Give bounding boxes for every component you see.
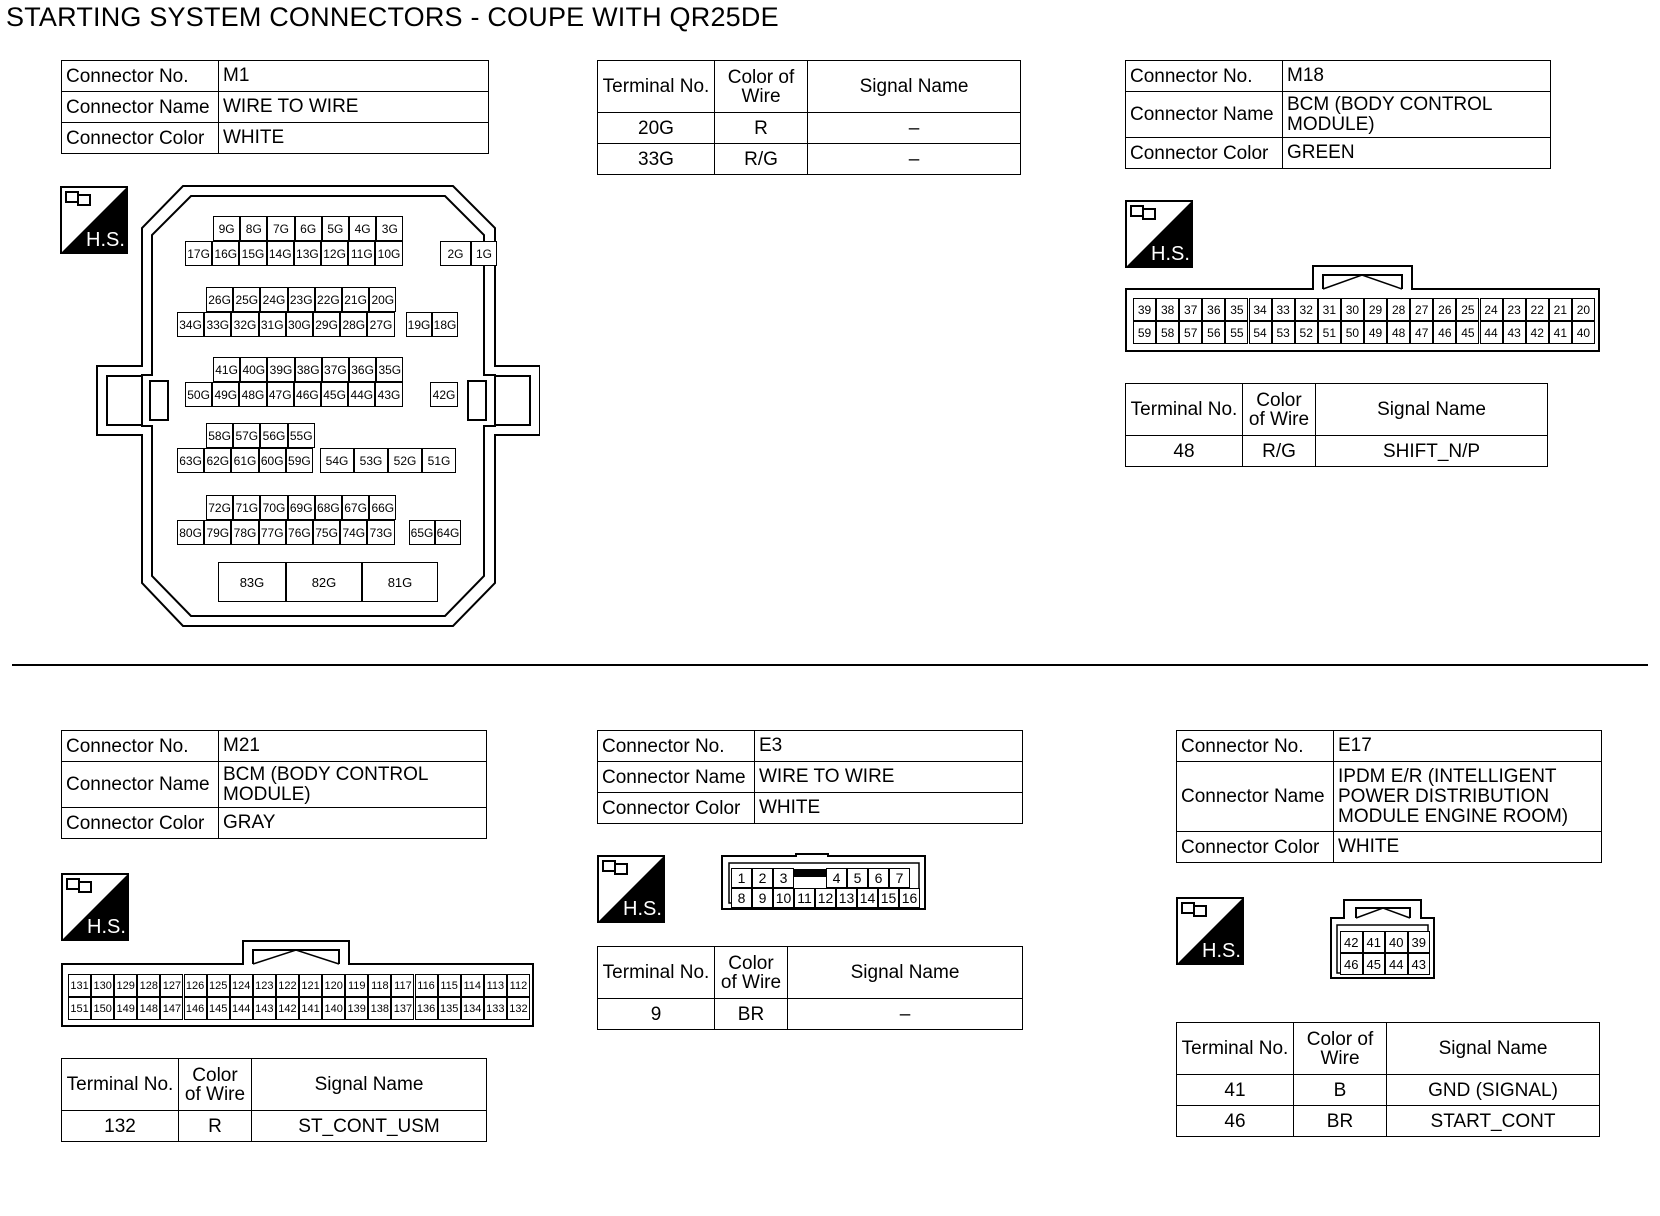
cavity-17G: 17G: [185, 241, 212, 266]
cavity-5G: 5G: [322, 216, 349, 241]
cavity-36: 36: [1202, 298, 1225, 321]
m18-info-table: [1125, 60, 1551, 169]
cavity-2G: 2G: [440, 241, 471, 266]
hs-label: H.S.: [87, 916, 126, 938]
cavity-59: 59: [1133, 321, 1156, 344]
cavity-55: 55: [1225, 321, 1248, 344]
harness-side-icon: [61, 873, 129, 941]
label-color-of-wire: Color of Wire: [179, 1059, 252, 1111]
label-color-of-wire: Color of Wire: [715, 947, 788, 999]
cavity-123: 123: [253, 974, 276, 997]
hs-label: H.S.: [86, 229, 125, 251]
cavity-79G: 79G: [204, 520, 231, 545]
label-connector-color: Connector Color: [62, 808, 219, 839]
cavity-140: 140: [322, 997, 345, 1020]
cavity-72G: 72G: [206, 495, 233, 520]
cavity-13G: 13G: [294, 241, 321, 266]
m21-terminal-table: [61, 1058, 487, 1142]
cavity-32G: 32G: [231, 312, 258, 337]
cavity-14: 14: [857, 888, 878, 908]
cavity-149: 149: [114, 997, 137, 1020]
cavity-144: 144: [230, 997, 253, 1020]
cavity-54: 54: [1249, 321, 1272, 344]
wire-color: R: [179, 1111, 252, 1142]
cavity-51G: 51G: [422, 448, 456, 473]
cavity-75G: 75G: [313, 520, 340, 545]
cavity-40: 40: [1385, 931, 1408, 953]
terminal-no: 33G: [598, 144, 715, 175]
cavity-143: 143: [253, 997, 276, 1020]
wire-color: BR: [1294, 1106, 1387, 1137]
cavity-127: 127: [160, 974, 183, 997]
cavity-14G: 14G: [267, 241, 294, 266]
label-connector-color: Connector Color: [1126, 138, 1283, 169]
cavity-16G: 16G: [212, 241, 239, 266]
cavity-71G: 71G: [233, 495, 260, 520]
label-connector-no: Connector No.: [62, 61, 219, 92]
cavity-35G: 35G: [376, 357, 403, 382]
e3-terminal-table: [597, 946, 1023, 1030]
cavity-5: 5: [847, 868, 868, 888]
cavity-10G: 10G: [375, 241, 402, 266]
label-connector-color: Connector Color: [598, 793, 755, 824]
cavity-124: 124: [230, 974, 253, 997]
section-divider: [12, 664, 1648, 666]
cavity-37G: 37G: [322, 357, 349, 382]
label-terminal-no: Terminal No.: [1126, 384, 1243, 436]
label-connector-name: Connector Name: [62, 762, 219, 808]
cavity-55G: 55G: [288, 423, 315, 448]
signal-name: ST_CONT_USM: [252, 1111, 487, 1142]
e3-connector-color: WHITE: [755, 793, 1023, 824]
label-terminal-no: Terminal No.: [598, 947, 715, 999]
wire-color: B: [1294, 1075, 1387, 1106]
label-color-of-wire: Color of Wire: [1243, 384, 1316, 436]
cavity-27G: 27G: [367, 312, 394, 337]
cavity-65G: 65G: [409, 520, 435, 545]
e17-connector-color: WHITE: [1334, 832, 1602, 863]
cavity-25G: 25G: [233, 287, 260, 312]
label-terminal-no: Terminal No.: [62, 1059, 179, 1111]
cavity-33: 33: [1272, 298, 1295, 321]
harness-side-icon: [1125, 200, 1193, 268]
cavity-23G: 23G: [288, 287, 315, 312]
label-signal-name: Signal Name: [808, 61, 1021, 113]
m21-info-table: [61, 730, 487, 839]
terminal-no: 132: [62, 1111, 179, 1142]
cavity-15G: 15G: [239, 241, 266, 266]
cavity-23: 23: [1503, 298, 1526, 321]
cavity-82G: 82G: [286, 562, 362, 602]
cavity-133: 133: [484, 997, 507, 1020]
label-connector-no: Connector No.: [62, 731, 219, 762]
cavity-50G: 50G: [185, 382, 212, 407]
cavity-8G: 8G: [240, 216, 267, 241]
cavity-26: 26: [1433, 298, 1456, 321]
cavity-1: 1: [731, 868, 752, 888]
harness-side-icon: [1176, 897, 1244, 965]
label-connector-name: Connector Name: [598, 762, 755, 793]
cavity-2: 2: [752, 868, 773, 888]
m1-connector-no: M1: [219, 61, 489, 92]
cavity-74G: 74G: [340, 520, 367, 545]
m18-terminal-table: [1125, 383, 1548, 467]
m18-connector-name: BCM (BODY CONTROL MODULE): [1283, 92, 1551, 138]
cavity-145: 145: [207, 997, 230, 1020]
cavity-52G: 52G: [388, 448, 422, 473]
cavity-57G: 57G: [233, 423, 260, 448]
label-connector-color: Connector Color: [62, 123, 219, 154]
label-color-of-wire: Color of Wire: [1294, 1023, 1387, 1075]
cavity-29: 29: [1364, 298, 1387, 321]
cavity-58: 58: [1156, 321, 1179, 344]
cavity-49G: 49G: [212, 382, 239, 407]
m1-terminal-table: [597, 60, 1021, 175]
cavity-49: 49: [1364, 321, 1387, 344]
cavity-53: 53: [1272, 321, 1295, 344]
signal-name: –: [788, 999, 1023, 1030]
label-connector-name: Connector Name: [1126, 92, 1283, 138]
terminal-no: 9: [598, 999, 715, 1030]
e17-info-table: [1176, 730, 1602, 863]
cavity-138: 138: [368, 997, 391, 1020]
cavity-12G: 12G: [321, 241, 348, 266]
cavity-24: 24: [1480, 298, 1503, 321]
cavity-130: 130: [91, 974, 114, 997]
cavity-136: 136: [415, 997, 438, 1020]
cavity-42G: 42G: [430, 382, 458, 407]
cavity-46: 46: [1433, 321, 1456, 344]
cavity-40: 40: [1572, 321, 1595, 344]
cavity-139: 139: [345, 997, 368, 1020]
cavity-146: 146: [184, 997, 207, 1020]
cavity-44: 44: [1480, 321, 1503, 344]
cavity-36G: 36G: [349, 357, 376, 382]
cavity-16: 16: [899, 888, 920, 908]
cavity-8: 8: [731, 888, 752, 908]
cavity-30: 30: [1341, 298, 1364, 321]
cavity-148: 148: [137, 997, 160, 1020]
signal-name: START_CONT: [1387, 1106, 1600, 1137]
label-connector-color: Connector Color: [1177, 832, 1334, 863]
cavity-6G: 6G: [295, 216, 322, 241]
label-connector-no: Connector No.: [1126, 61, 1283, 92]
cavity-31: 31: [1318, 298, 1341, 321]
harness-side-icon: [597, 855, 665, 923]
cavity-25: 25: [1456, 298, 1479, 321]
cavity-7G: 7G: [267, 216, 294, 241]
cavity-46G: 46G: [294, 382, 321, 407]
cavity-54G: 54G: [320, 448, 354, 473]
cavity-39G: 39G: [267, 357, 294, 382]
cavity-27: 27: [1410, 298, 1433, 321]
e17-connector-no: E17: [1334, 731, 1602, 762]
cavity-21G: 21G: [342, 287, 369, 312]
cavity-31G: 31G: [259, 312, 286, 337]
cavity-47: 47: [1410, 321, 1433, 344]
cavity-44: 44: [1385, 953, 1408, 975]
e17-connector-name: IPDM E/R (INTELLIGENT POWER DISTRIBUTION MODULE ENGINE ROOM): [1334, 762, 1602, 832]
cavity-40G: 40G: [240, 357, 267, 382]
cavity-78G: 78G: [231, 520, 258, 545]
cavity-121: 121: [299, 974, 322, 997]
cavity-42: 42: [1340, 931, 1363, 953]
signal-name: SHIFT_N/P: [1316, 436, 1548, 467]
cavity-9: 9: [752, 888, 773, 908]
cavity-19G: 19G: [406, 312, 432, 337]
cavity-46: 46: [1340, 953, 1363, 975]
cavity-20: 20: [1572, 298, 1595, 321]
cavity-58G: 58G: [206, 423, 233, 448]
cavity-64G: 64G: [435, 520, 461, 545]
cavity-114: 114: [461, 974, 484, 997]
cavity-147: 147: [160, 997, 183, 1020]
e3-connector-name: WIRE TO WIRE: [755, 762, 1023, 793]
wire-color: R/G: [1243, 436, 1316, 467]
cavity-77G: 77G: [259, 520, 286, 545]
cavity-112: 112: [507, 974, 530, 997]
cavity-3: 3: [773, 868, 794, 888]
m18-connector-no: M18: [1283, 61, 1551, 92]
cavity-32: 32: [1295, 298, 1318, 321]
cavity-73G: 73G: [367, 520, 394, 545]
cavity-76G: 76G: [286, 520, 313, 545]
cavity-22: 22: [1526, 298, 1549, 321]
cavity-10: 10: [773, 888, 794, 908]
cavity-80G: 80G: [177, 520, 204, 545]
cavity-45: 45: [1456, 321, 1479, 344]
cavity-12: 12: [815, 888, 836, 908]
label-color-of-wire: Color of Wire: [715, 61, 808, 113]
cavity-39: 39: [1133, 298, 1156, 321]
cavity-4G: 4G: [349, 216, 376, 241]
cavity-44G: 44G: [348, 382, 375, 407]
cavity-43: 43: [1408, 953, 1431, 975]
cavity-30G: 30G: [286, 312, 313, 337]
e17-terminal-table: [1176, 1022, 1600, 1137]
label-terminal-no: Terminal No.: [598, 61, 715, 113]
cavity-18G: 18G: [432, 312, 458, 337]
cavity-11G: 11G: [348, 241, 375, 266]
cavity-117: 117: [391, 974, 414, 997]
cavity-15: 15: [878, 888, 899, 908]
cavity-134: 134: [461, 997, 484, 1020]
cavity-38G: 38G: [295, 357, 322, 382]
signal-name: GND (SIGNAL): [1387, 1075, 1600, 1106]
cavity-142: 142: [276, 997, 299, 1020]
cavity-26G: 26G: [206, 287, 233, 312]
cavity-52: 52: [1295, 321, 1318, 344]
terminal-no: 20G: [598, 113, 715, 144]
page-title: STARTING SYSTEM CONNECTORS - COUPE WITH QR25DE: [6, 2, 779, 32]
cavity-131: 131: [68, 974, 91, 997]
hs-label: H.S.: [1202, 940, 1241, 962]
label-connector-no: Connector No.: [1177, 731, 1334, 762]
label-signal-name: Signal Name: [788, 947, 1023, 999]
cavity-137: 137: [391, 997, 414, 1020]
cavity-51: 51: [1318, 321, 1341, 344]
cavity-132: 132: [507, 997, 530, 1020]
label-signal-name: Signal Name: [252, 1059, 487, 1111]
wire-color: R: [715, 113, 808, 144]
cavity-28G: 28G: [340, 312, 367, 337]
cavity-56G: 56G: [260, 423, 287, 448]
cavity-48G: 48G: [239, 382, 266, 407]
cavity-67G: 67G: [342, 495, 369, 520]
hs-label: H.S.: [1151, 243, 1190, 265]
cavity-24G: 24G: [260, 287, 287, 312]
cavity-45G: 45G: [321, 382, 348, 407]
cavity-60G: 60G: [259, 448, 286, 473]
cavity-113: 113: [484, 974, 507, 997]
cavity-3G: 3G: [376, 216, 403, 241]
cavity-34: 34: [1249, 298, 1272, 321]
cavity-22G: 22G: [315, 287, 342, 312]
cavity-29G: 29G: [313, 312, 340, 337]
m1-connector-name: WIRE TO WIRE: [219, 92, 489, 123]
cavity-41: 41: [1549, 321, 1572, 344]
signal-name: –: [808, 113, 1021, 144]
cavity-38: 38: [1156, 298, 1179, 321]
m21-connector-color: GRAY: [219, 808, 487, 839]
cavity-43: 43: [1503, 321, 1526, 344]
wire-color: R/G: [715, 144, 808, 175]
m1-connector-color: WHITE: [219, 123, 489, 154]
e3-connector-no: E3: [755, 731, 1023, 762]
wire-color: BR: [715, 999, 788, 1030]
cavity-53G: 53G: [354, 448, 388, 473]
terminal-no: 46: [1177, 1106, 1294, 1137]
cavity-43G: 43G: [375, 382, 402, 407]
cavity-48: 48: [1387, 321, 1410, 344]
cavity-6: 6: [868, 868, 889, 888]
cavity-59G: 59G: [286, 448, 313, 473]
label-terminal-no: Terminal No.: [1177, 1023, 1294, 1075]
cavity-4: 4: [826, 868, 847, 888]
label-connector-name: Connector Name: [62, 92, 219, 123]
cavity-13: 13: [836, 888, 857, 908]
terminal-no: 41: [1177, 1075, 1294, 1106]
cavity-125: 125: [207, 974, 230, 997]
cavity-41: 41: [1363, 931, 1386, 953]
cavity-28: 28: [1387, 298, 1410, 321]
cavity-66G: 66G: [369, 495, 396, 520]
cavity-122: 122: [276, 974, 299, 997]
signal-name: –: [808, 144, 1021, 175]
cavity-47G: 47G: [267, 382, 294, 407]
cavity-141: 141: [299, 997, 322, 1020]
cavity-118: 118: [368, 974, 391, 997]
cavity-129: 129: [114, 974, 137, 997]
cavity-50: 50: [1341, 321, 1364, 344]
cavity-39: 39: [1408, 931, 1431, 953]
cavity-63G: 63G: [177, 448, 204, 473]
cavity-37: 37: [1179, 298, 1202, 321]
cavity-21: 21: [1549, 298, 1572, 321]
cavity-81G: 81G: [362, 562, 438, 602]
cavity-120: 120: [322, 974, 345, 997]
terminal-no: 48: [1126, 436, 1243, 467]
m18-connector-color: GREEN: [1283, 138, 1551, 169]
cavity-57: 57: [1179, 321, 1202, 344]
label-connector-no: Connector No.: [598, 731, 755, 762]
cavity-11: 11: [794, 888, 815, 908]
cavity-56: 56: [1202, 321, 1225, 344]
cavity-83G: 83G: [218, 562, 286, 602]
m21-connector-no: M21: [219, 731, 487, 762]
m1-info-table: [61, 60, 489, 154]
cavity-150: 150: [91, 997, 114, 1020]
cavity-119: 119: [345, 974, 368, 997]
cavity-69G: 69G: [288, 495, 315, 520]
cavity-41G: 41G: [213, 357, 240, 382]
cavity-9G: 9G: [213, 216, 240, 241]
cavity-70G: 70G: [260, 495, 287, 520]
cavity-42: 42: [1526, 321, 1549, 344]
cavity-1G: 1G: [471, 241, 497, 266]
cavity-45: 45: [1363, 953, 1386, 975]
label-signal-name: Signal Name: [1387, 1023, 1600, 1075]
label-connector-name: Connector Name: [1177, 762, 1334, 832]
cavity-135: 135: [438, 997, 461, 1020]
cavity-115: 115: [438, 974, 461, 997]
cavity-33G: 33G: [204, 312, 231, 337]
cavity-35: 35: [1225, 298, 1248, 321]
cavity-7: 7: [889, 868, 910, 888]
cavity-126: 126: [184, 974, 207, 997]
cavity-128: 128: [137, 974, 160, 997]
label-signal-name: Signal Name: [1316, 384, 1548, 436]
cavity-116: 116: [415, 974, 438, 997]
m21-connector-name: BCM (BODY CONTROL MODULE): [219, 762, 487, 808]
cavity-20G: 20G: [369, 287, 396, 312]
cavity-151: 151: [68, 997, 91, 1020]
hs-label: H.S.: [623, 898, 662, 920]
cavity-62G: 62G: [204, 448, 231, 473]
cavity-68G: 68G: [315, 495, 342, 520]
e3-info-table: [597, 730, 1023, 824]
cavity-34G: 34G: [177, 312, 204, 337]
cavity-61G: 61G: [231, 448, 258, 473]
